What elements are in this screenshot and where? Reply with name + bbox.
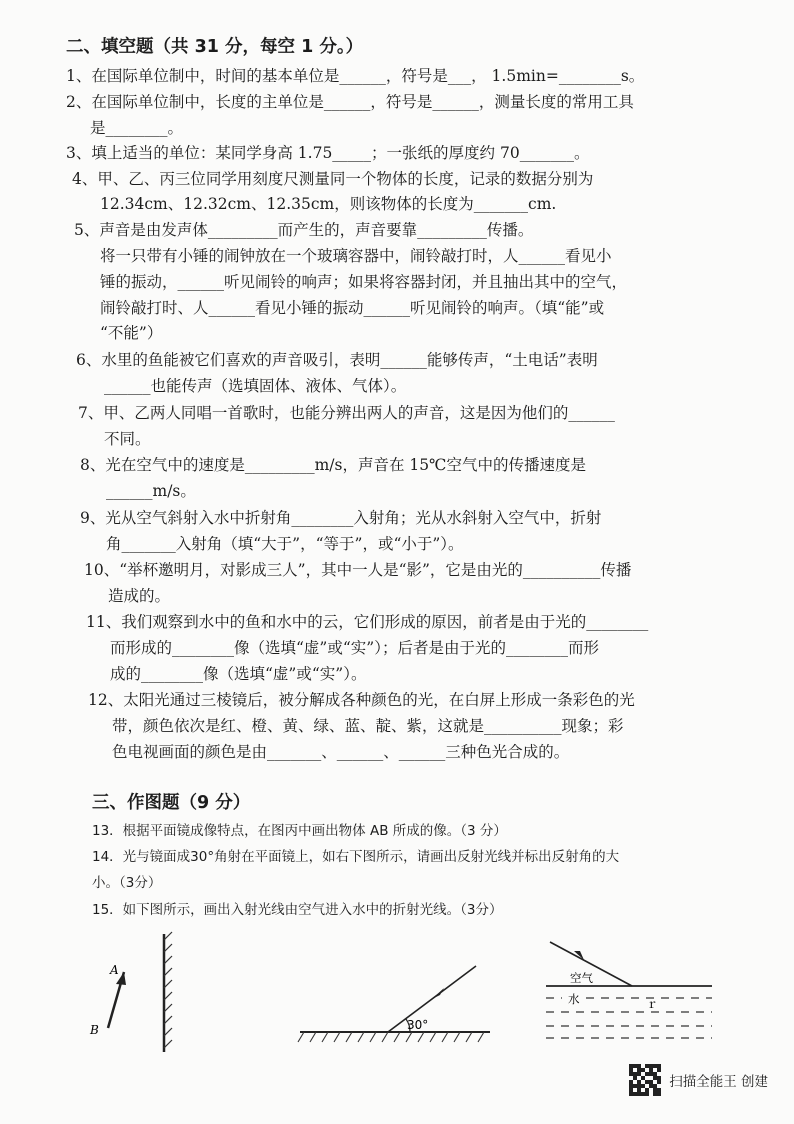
label-a: A [110, 963, 119, 977]
line-q4: 4、甲、乙、丙三位同学用刻度尺测量同一个物体的长度，记录的数据分别为 [72, 170, 594, 188]
scanner-watermark [629, 1064, 768, 1096]
refraction-figure [540, 932, 720, 1044]
line-q8-cont: ______m/s。 [106, 482, 196, 500]
qr-code-icon [629, 1064, 661, 1096]
reflection-figure [294, 960, 494, 1052]
line-q2-cont: 是________。 [90, 119, 184, 137]
line-q12-cont2: 色电视画面的颜色是由_______、______、______三种色光合成的。 [112, 743, 570, 761]
line-q14-cont: 小。（3分） [92, 875, 162, 891]
water-mark: ｒ [646, 997, 659, 1011]
line-q1: 1、在国际单位制中，时间的基本单位是______，符号是___， 1.5min=________s。 [66, 67, 645, 85]
angle-label: 30° [407, 1018, 429, 1032]
section3-heading: 三、作图题（9 分） [92, 793, 251, 813]
water-label: 水 [568, 992, 580, 1006]
air-label: 空气 [570, 971, 593, 985]
line-q12: 12、太阳光通过三棱镜后，被分解成各种颜色的光，在白屏上形成一条彩色的光 [88, 691, 635, 709]
watermark-text: 扫描全能王 创建 [669, 1074, 768, 1090]
line-q5: 5、声音是由发声体_________而产生的，声音要靠_________传播。 [74, 221, 534, 239]
line-q15: 15．如下图所示，画出入射光线由空气进入水中的折射光线。（3分） [92, 902, 503, 918]
line-q7: 7、甲、乙两人同唱一首歌时，也能分辨出两人的声音，这是因为他们的______ [78, 404, 615, 422]
line-q6: 6、水里的鱼能被它们喜欢的声音吸引，表明______能够传声，“土电话”表明 [76, 351, 598, 369]
line-q2: 2、在国际单位制中，长度的主单位是______，符号是______，测量长度的常用工具 [66, 93, 634, 111]
line-q11: 11、我们观察到水中的鱼和水中的云，它们形成的原因，前者是由于光的________ [86, 613, 649, 631]
line-q11-cont1: 而形成的________像（选填“虚”或“实”）；后者是由于光的________而形 [110, 639, 599, 657]
reflection-mirror-hatching [298, 1032, 484, 1042]
section2-heading: 二、填空题（共 31 分，每空 1 分。） [66, 37, 364, 57]
line-q12-cont1: 带，颜色依次是红、橙、黄、绿、蓝、靛、紫，这就是__________现象；彩 [112, 717, 624, 735]
mirror-object-figure [86, 928, 206, 1058]
line-q13: 13．根据平面镜成像特点，在图丙中画出物体 AB 所成的像。（3 分） [92, 823, 507, 839]
line-q9: 9、光从空气斜射入水中折射角________入射角；光从水斜射入空气中，折射 [80, 509, 602, 527]
line-q5-cont4: “不能”） [100, 324, 163, 342]
label-b: B [90, 1023, 99, 1037]
line-q3: 3、填上适当的单位：某同学身高 1.75_____；一张纸的厚度约 70_______。 [66, 144, 590, 162]
line-q4-cont: 12.34cm、12.32cm、12.35cm，则该物体的长度为_______cm. [100, 195, 557, 213]
line-q11-cont2: 成的________像（选填“虚”或“实”）。 [110, 665, 367, 683]
line-q8: 8、光在空气中的速度是_________m/s，声音在 15℃空气中的传播速度是 [80, 456, 586, 474]
line-q7-cont: 不同。 [104, 430, 151, 448]
line-q5-cont1: 将一只带有小锤的闹钟放在一个玻璃容器中，闹铃敲打时，人______看见小 [100, 247, 612, 265]
line-q5-cont2: 锤的振动，______听见闹铃的响声；如果将容器封闭，并且抽出其中的空气， [100, 273, 628, 291]
line-q10: 10、“举杯邀明月，对影成三人”，其中一人是“影”，它是由光的__________传播 [84, 561, 632, 579]
line-q10-cont: 造成的。 [108, 587, 171, 605]
line-q9-cont: 角_______入射角（填“大于”，“等于”，或“小于”）。 [106, 535, 464, 553]
line-q14: 14．光与镜面成30°角射在平面镜上，如右下图所示，请画出反射光线并标出反射角的大 [92, 849, 620, 865]
line-q6-cont: ______也能传声（选填固体、液体、气体）。 [104, 377, 407, 395]
line-q5-cont3: 闹铃敲打时、人______看见小锤的振动______听见闹铃的响声。（填“能”或 [100, 299, 605, 317]
